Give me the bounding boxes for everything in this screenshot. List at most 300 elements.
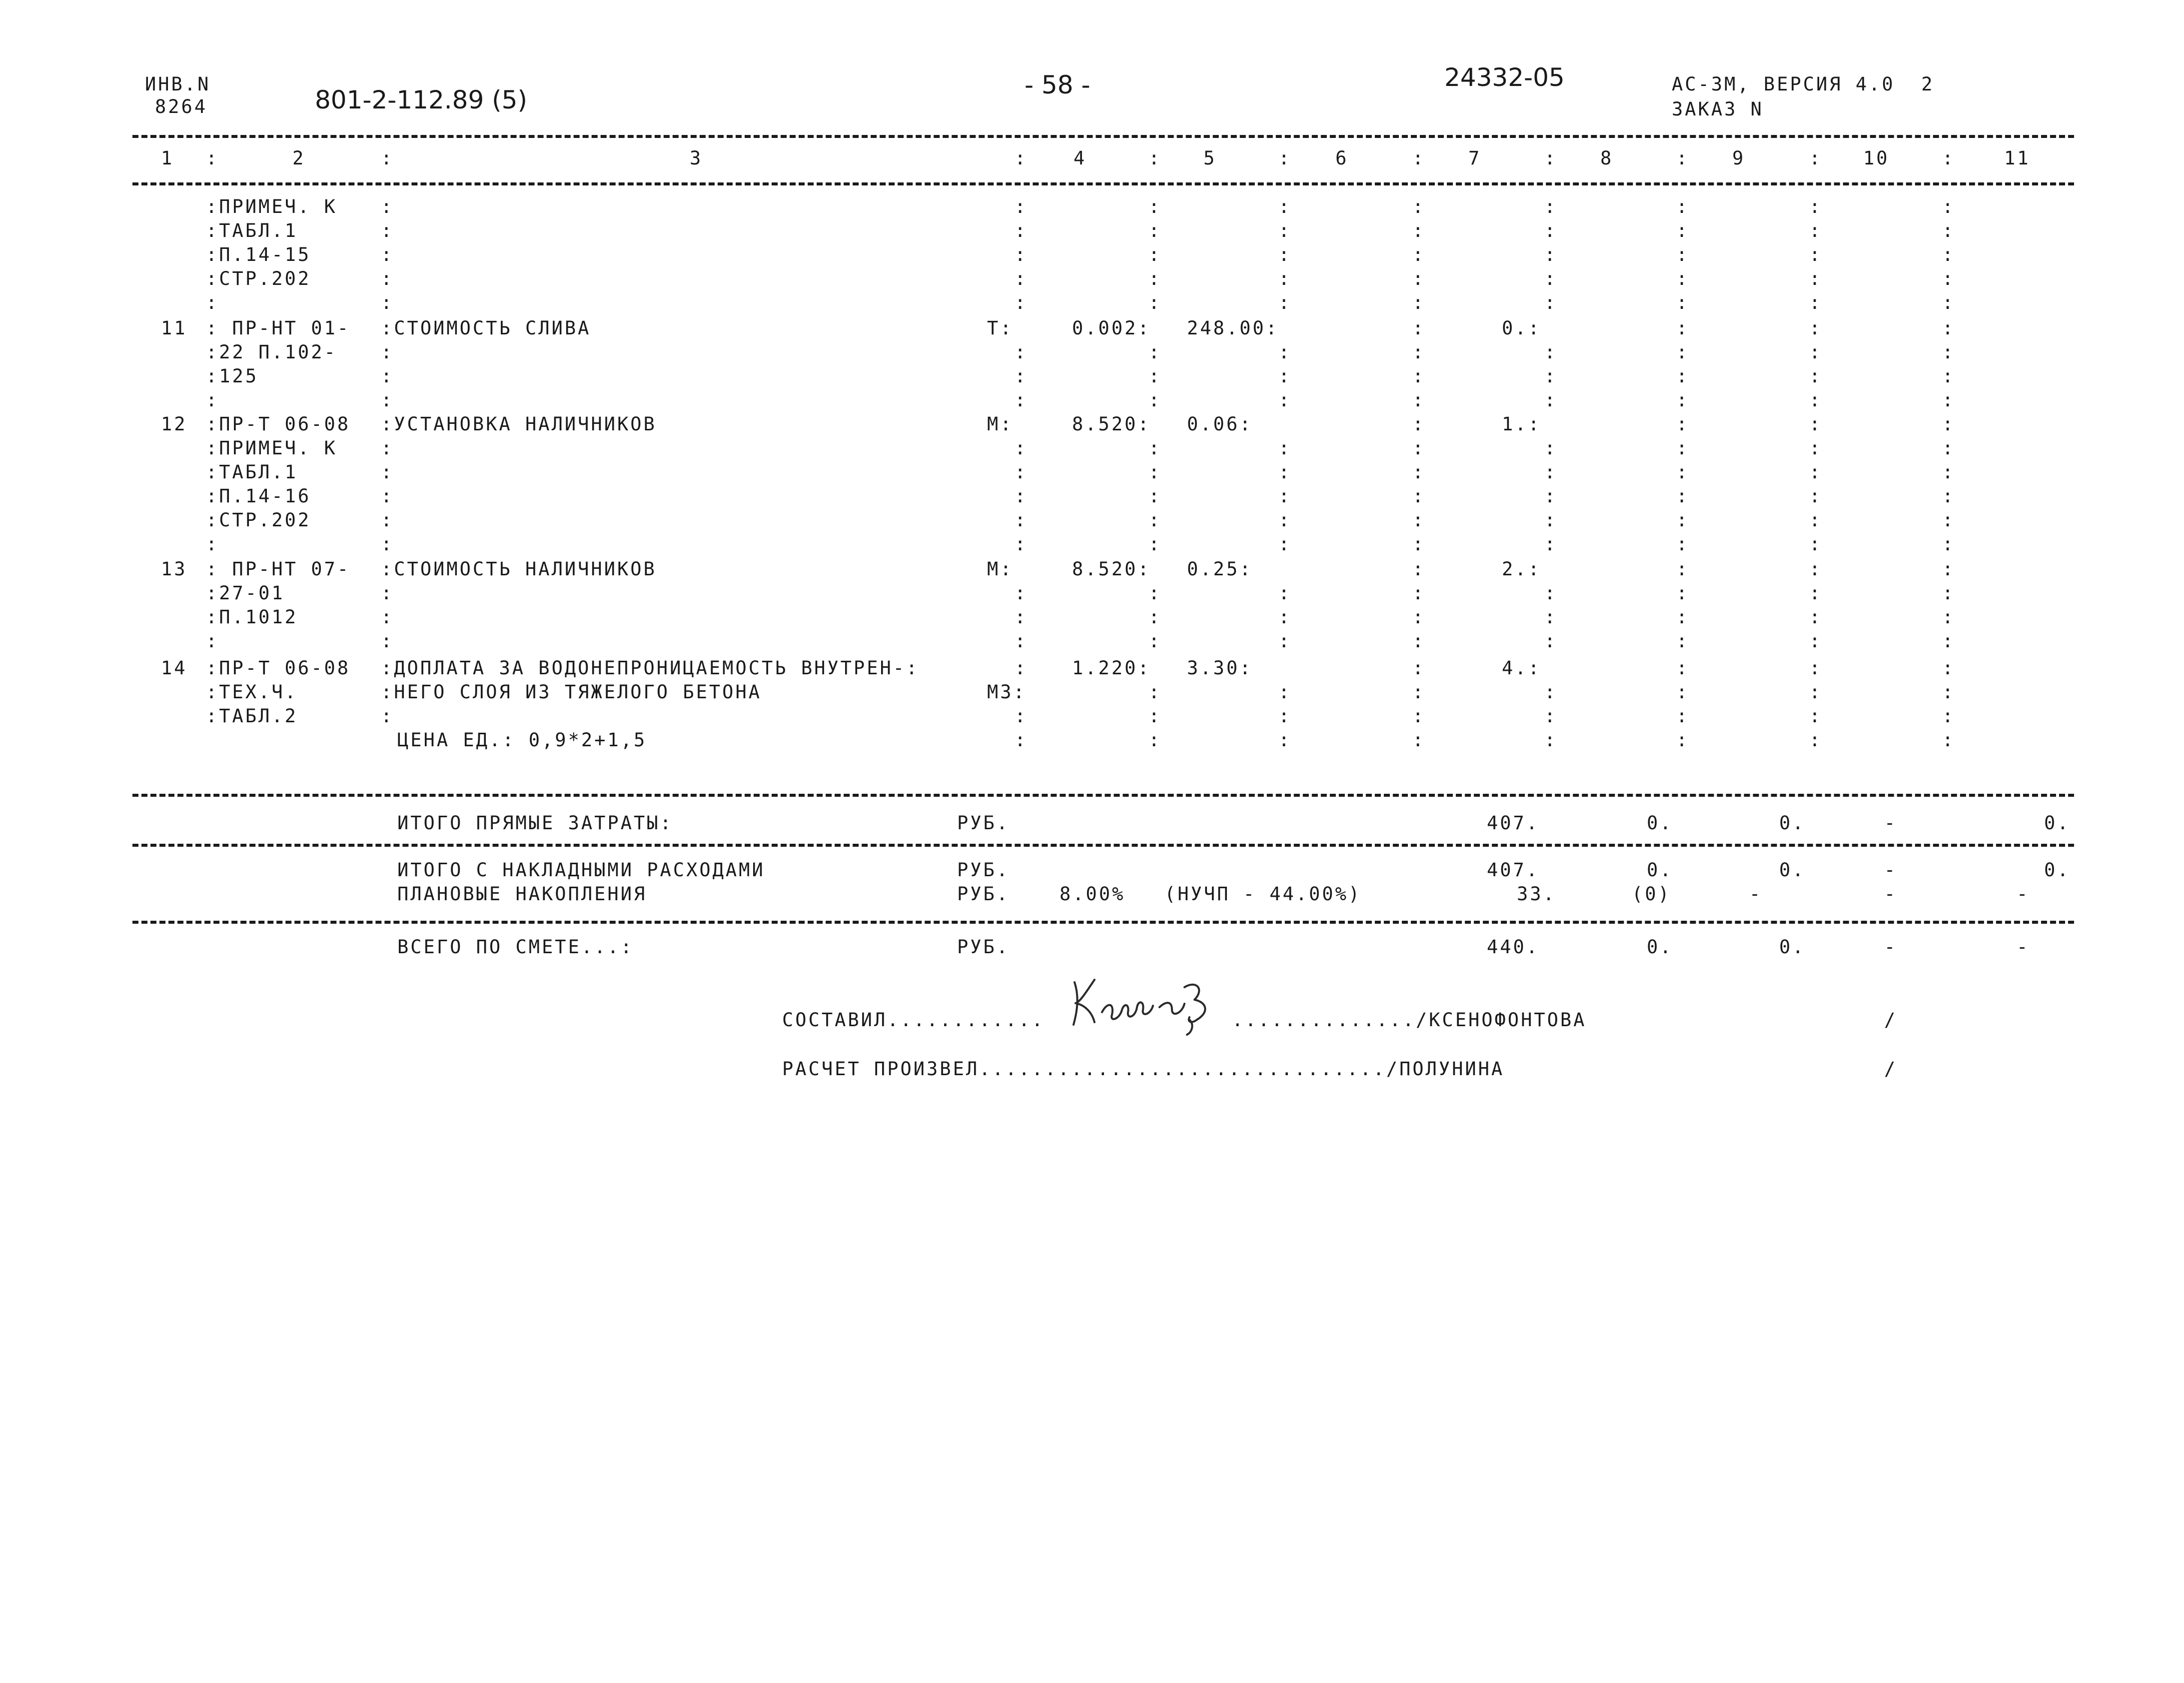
col-sep: : [381, 147, 394, 169]
col-sep: : [1809, 558, 1823, 580]
row-basis-line: :П.1012 [206, 606, 298, 628]
col-sep: : [1015, 729, 1028, 751]
col-sep: : [1676, 196, 1690, 217]
col-sep: : [1942, 244, 1956, 265]
total-c11: 0. [2044, 812, 2071, 834]
col-sep: : [1809, 657, 1823, 679]
col-sep: : [1676, 533, 1690, 555]
col-sep: : [381, 606, 394, 628]
col-sep: : [1412, 244, 1426, 265]
row-basis-line: :125 [206, 365, 259, 387]
row-basis-line: :ТАБЛ.1 [206, 461, 298, 483]
col-header: 2 [292, 147, 306, 169]
total-c7: 33. [1517, 883, 1556, 905]
col-sep: : [1278, 461, 1292, 483]
col-sep: : [1544, 244, 1558, 265]
col-sep: : [1412, 365, 1426, 387]
inv-label: ИНВ.N [145, 73, 211, 95]
compiled-label: СОСТАВИЛ............ [782, 1009, 1045, 1031]
row-basis-line: : [206, 389, 219, 411]
col-sep: : [381, 485, 394, 507]
row-basis-line: :ПР-Т 06-08 [206, 413, 351, 435]
col-sep: : [1676, 292, 1690, 313]
total-c9: 0. [1779, 936, 1806, 958]
total-c9: - [1749, 883, 1763, 905]
col-sep: : [1676, 244, 1690, 265]
compiled-name: ............../КСЕНОФОНТОВА [1232, 1009, 1587, 1031]
total-c10: - [1884, 883, 1898, 905]
col-sep: : [1676, 606, 1690, 628]
col-sep: : [1278, 365, 1292, 387]
col-sep: : [1148, 365, 1162, 387]
col-sep: : [1148, 509, 1162, 531]
col-sep: : [1809, 413, 1823, 435]
col-sep: : [1809, 437, 1823, 459]
col-sep: : [1809, 220, 1823, 241]
col-sep: : [1015, 220, 1028, 241]
col-sep: : [1942, 147, 1956, 169]
col-sep: : [1412, 533, 1426, 555]
total-unit: РУБ. [957, 859, 1010, 881]
total-unit: РУБ. [957, 812, 1010, 834]
col-sep: : [1942, 657, 1956, 679]
col-sep: : [1015, 437, 1028, 459]
col-sep: : [1809, 533, 1823, 555]
col-sep: : [1148, 729, 1162, 751]
divider-top [132, 135, 2074, 138]
col-sep: : [1676, 365, 1690, 387]
row-basis-line: :ТАБЛ.2 [206, 705, 298, 727]
row-basis-line: :ПРИМЕЧ. К [206, 437, 337, 459]
row-c7: 1.: [1502, 413, 1541, 435]
col-sep: : [1676, 681, 1690, 703]
col-sep: : [1148, 533, 1162, 555]
total-c10: - [1884, 859, 1898, 881]
col-sep: : [1412, 657, 1426, 679]
col-sep: : [1412, 196, 1426, 217]
col-sep: : [1942, 389, 1956, 411]
col-sep: : [381, 292, 394, 313]
col-sep: : [1278, 268, 1292, 289]
col-sep: : [1676, 630, 1690, 652]
col-sep: : [1278, 147, 1292, 169]
col-sep: : [1544, 292, 1558, 313]
col-sep: : [1942, 413, 1956, 435]
col-sep: : [381, 365, 394, 387]
col-sep: : [1809, 729, 1823, 751]
row-number: 12 [161, 413, 187, 435]
total-c8: 0. [1647, 812, 1673, 834]
col-sep: : [1809, 681, 1823, 703]
divider-header [132, 182, 2074, 185]
total-label: ВСЕГО ПО СМЕТЕ...: [397, 936, 634, 958]
col-sep: : [1412, 558, 1426, 580]
col-sep: : [1676, 389, 1690, 411]
row-number: 11 [161, 317, 187, 339]
inv-number: 8264 [155, 96, 208, 117]
col-sep: : [1148, 461, 1162, 483]
doc-code: 801-2-112.89 (5) [315, 85, 527, 114]
total-c7: 407. [1487, 859, 1540, 881]
row-basis-line: : ПР-НТ 07- [206, 558, 351, 580]
total-label: ИТОГО С НАКЛАДНЫМИ РАСХОДАМИ [397, 859, 765, 881]
row-qty: 1.220: [1072, 657, 1151, 679]
col-sep: : [1676, 485, 1690, 507]
col-sep: : [1278, 292, 1292, 313]
col-sep: : [381, 389, 394, 411]
col-sep: : [1942, 341, 1956, 363]
col-sep: : [1148, 220, 1162, 241]
col-sep: : [1015, 485, 1028, 507]
col-sep: : [381, 341, 394, 363]
total-label: ПЛАНОВЫЕ НАКОПЛЕНИЯ [397, 883, 647, 905]
col-sep: : [1676, 705, 1690, 727]
col-sep: : [1015, 582, 1028, 604]
col-sep: : [1942, 681, 1956, 703]
col-sep: : [1809, 630, 1823, 652]
col-sep: : [381, 582, 394, 604]
col-sep: : [1544, 729, 1558, 751]
col-sep: : [1544, 389, 1558, 411]
divider-totals-2 [132, 844, 2074, 847]
col-header: 10 [1863, 147, 1890, 169]
col-sep: : [1809, 485, 1823, 507]
col-header: 3 [690, 147, 703, 169]
col-sep: : [1942, 558, 1956, 580]
profit-note: (НУЧП - 44.00%) [1164, 883, 1362, 905]
col-sep: : [1412, 220, 1426, 241]
col-sep: : [1278, 681, 1292, 703]
col-header: 9 [1732, 147, 1746, 169]
col-sep: : [1809, 582, 1823, 604]
col-sep: : [1942, 533, 1956, 555]
col-sep: : [1942, 582, 1956, 604]
col-sep: : [1809, 509, 1823, 531]
col-header: 4 [1074, 147, 1087, 169]
total-c8: 0. [1647, 859, 1673, 881]
row-c7: 2.: [1502, 558, 1541, 580]
col-sep: : [1412, 509, 1426, 531]
row-unit: М3: [987, 681, 1027, 703]
col-sep: : [1676, 413, 1690, 435]
col-sep: : [1544, 705, 1558, 727]
row-unit: М: [987, 413, 1014, 435]
row-name-line: :ДОПЛАТА ЗА ВОДОНЕПРОНИЦАЕМОСТЬ ВНУТРЕН-: [381, 657, 920, 679]
col-sep: : [1015, 196, 1028, 217]
col-sep: : [1148, 705, 1162, 727]
col-sep: : [1015, 268, 1028, 289]
col-sep: : [1412, 681, 1426, 703]
col-sep: : [1412, 268, 1426, 289]
col-sep: : [1544, 437, 1558, 459]
row-basis-line: :27-01 [206, 582, 285, 604]
row-unit: М: [987, 558, 1014, 580]
col-sep: : [1676, 147, 1690, 169]
col-sep: : [1148, 606, 1162, 628]
col-sep: : [381, 220, 394, 241]
handwritten-signature [1065, 972, 1234, 1037]
row-basis-line: : [206, 533, 219, 555]
col-sep: : [1278, 220, 1292, 241]
col-sep: : [381, 244, 394, 265]
col-sep: : [1015, 657, 1028, 679]
profit-rate: 8.00% [1060, 883, 1125, 905]
col-sep: : [1809, 341, 1823, 363]
col-sep: : [1278, 509, 1292, 531]
col-sep: : [381, 196, 394, 217]
col-sep: : [1942, 461, 1956, 483]
col-sep: : [1676, 582, 1690, 604]
compiled-end: / [1884, 1009, 1898, 1031]
col-sep: : [1942, 220, 1956, 241]
col-sep: : [1278, 196, 1292, 217]
col-sep: : [1676, 220, 1690, 241]
col-sep: : [1278, 705, 1292, 727]
col-sep: : [1676, 317, 1690, 339]
col-sep: : [1015, 365, 1028, 387]
col-sep: : [1412, 317, 1426, 339]
col-sep: : [1544, 485, 1558, 507]
col-sep: : [381, 509, 394, 531]
total-c8: 0. [1647, 936, 1673, 958]
col-sep: : [1015, 292, 1028, 313]
row-name-line: :СТОИМОСТЬ НАЛИЧНИКОВ [381, 558, 657, 580]
row-basis-line: :П.14-16 [206, 485, 311, 507]
divider-totals-1 [132, 794, 2074, 797]
col-sep: : [1544, 196, 1558, 217]
col-sep: : [1015, 509, 1028, 531]
row-price: 0.06: [1187, 413, 1253, 435]
col-sep: : [1148, 389, 1162, 411]
col-sep: : [1942, 729, 1956, 751]
col-sep: : [1809, 461, 1823, 483]
col-sep: : [1278, 341, 1292, 363]
col-sep: : [1412, 292, 1426, 313]
total-unit: РУБ. [957, 936, 1010, 958]
col-sep: : [1412, 606, 1426, 628]
row-name-line: :УСТАНОВКА НАЛИЧНИКОВ [381, 413, 657, 435]
total-c8: (0) [1632, 883, 1671, 905]
col-sep: : [1412, 630, 1426, 652]
col-sep: : [381, 630, 394, 652]
row-price: 248.00: [1187, 317, 1279, 339]
row-price: 0.25: [1187, 558, 1253, 580]
col-sep: : [381, 533, 394, 555]
row-number: 13 [161, 558, 187, 580]
total-c7: 407. [1487, 812, 1540, 834]
col-header: 5 [1203, 147, 1217, 169]
col-header: 11 [2004, 147, 2031, 169]
col-sep: : [1809, 196, 1823, 217]
col-sep: : [1942, 268, 1956, 289]
calc-label: РАСЧЕТ ПРОИЗВЕЛ.............................../ПОЛУНИНА [782, 1058, 1505, 1080]
row-name-line: : [381, 705, 394, 727]
col-sep: : [1942, 630, 1956, 652]
col-sep: : [1278, 630, 1292, 652]
col-sep: : [1942, 485, 1956, 507]
col-sep: : [1278, 533, 1292, 555]
col-sep: : [1942, 705, 1956, 727]
col-sep: : [1412, 582, 1426, 604]
calc-end: / [1884, 1058, 1898, 1080]
total-c7: 440. [1487, 936, 1540, 958]
col-sep: : [1148, 437, 1162, 459]
row-c7: 4.: [1502, 657, 1541, 679]
col-sep: : [1809, 317, 1823, 339]
col-sep: : [1809, 244, 1823, 265]
row-c7: 0.: [1502, 317, 1541, 339]
col-sep: : [1412, 437, 1426, 459]
col-header: 8 [1600, 147, 1614, 169]
total-c10: - [1884, 936, 1898, 958]
col-sep: : [1015, 705, 1028, 727]
row-name-line: :СТОИМОСТЬ СЛИВА [381, 317, 591, 339]
col-sep: : [1676, 341, 1690, 363]
row-price: 3.30: [1187, 657, 1253, 679]
col-sep: : [381, 437, 394, 459]
row-basis-line: :СТР.202 [206, 509, 311, 531]
col-sep: : [1412, 461, 1426, 483]
col-sep: : [1544, 268, 1558, 289]
col-sep: : [1148, 292, 1162, 313]
col-sep: : [1278, 437, 1292, 459]
order-label: ЗАКАЗ N [1672, 98, 1764, 120]
col-sep: : [1412, 485, 1426, 507]
col-sep: : [1809, 268, 1823, 289]
col-sep: : [1015, 341, 1028, 363]
col-sep: : [1544, 509, 1558, 531]
col-sep: : [1809, 147, 1823, 169]
row-basis-line: :ТАБЛ.1 [206, 220, 298, 241]
row-name-line: :НЕГО СЛОЯ ИЗ ТЯЖЕЛОГО БЕТОНА [381, 681, 762, 703]
col-sep: : [1278, 485, 1292, 507]
col-sep: : [1942, 365, 1956, 387]
doc-code-2: 24332-05 [1444, 63, 1565, 92]
col-sep: : [1148, 485, 1162, 507]
col-sep: : [1809, 389, 1823, 411]
total-c9: 0. [1779, 859, 1806, 881]
program-version: АС-3М, ВЕРСИЯ 4.0 2 [1672, 73, 1935, 95]
col-sep: : [1015, 533, 1028, 555]
col-sep: : [1676, 461, 1690, 483]
col-sep: : [1148, 681, 1162, 703]
col-header: 7 [1468, 147, 1482, 169]
col-sep: : [1676, 509, 1690, 531]
row-basis-line: :ТЕХ.Ч. [206, 681, 298, 703]
col-sep: : [1809, 606, 1823, 628]
col-sep: : [1942, 606, 1956, 628]
row-basis-line: :22 П.102- [206, 341, 337, 363]
col-sep: : [1278, 389, 1292, 411]
row-basis-line: : [206, 292, 219, 313]
col-sep: : [1148, 147, 1162, 169]
divider-totals-3 [132, 921, 2074, 924]
col-sep: : [1544, 147, 1558, 169]
col-sep: : [1544, 606, 1558, 628]
row-basis-line: :ПРИМЕЧ. К [206, 196, 337, 217]
col-sep: : [1278, 729, 1292, 751]
row-basis-line: : ПР-НТ 01- [206, 317, 351, 339]
col-sep: : [1544, 365, 1558, 387]
col-sep: : [206, 147, 219, 169]
col-sep: : [1544, 630, 1558, 652]
col-sep: : [1544, 220, 1558, 241]
col-sep: : [1015, 461, 1028, 483]
row-qty: 0.002: [1072, 317, 1151, 339]
col-sep: : [1676, 729, 1690, 751]
col-sep: : [1015, 389, 1028, 411]
col-sep: : [1412, 705, 1426, 727]
total-unit: РУБ. [957, 883, 1010, 905]
col-sep: : [1148, 630, 1162, 652]
col-sep: : [1809, 365, 1823, 387]
row-qty: 8.520: [1072, 413, 1151, 435]
col-sep: : [1942, 437, 1956, 459]
col-sep: : [1544, 341, 1558, 363]
col-sep: : [1278, 606, 1292, 628]
col-sep: : [1148, 582, 1162, 604]
row-qty: 8.520: [1072, 558, 1151, 580]
total-label: ИТОГО ПРЯМЫЕ ЗАТРАТЫ: [397, 812, 673, 834]
col-sep: : [1676, 437, 1690, 459]
row-name-line: ЦЕНА ЕД.: 0,9*2+1,5 [397, 729, 647, 751]
col-sep: : [1412, 341, 1426, 363]
col-sep: : [1148, 268, 1162, 289]
row-unit: Т: [987, 317, 1014, 339]
col-sep: : [1278, 244, 1292, 265]
total-c11: - [2017, 883, 2030, 905]
total-c10: - [1884, 812, 1898, 834]
col-sep: : [1412, 413, 1426, 435]
col-sep: : [1809, 705, 1823, 727]
col-sep: : [1809, 292, 1823, 313]
col-sep: : [1148, 196, 1162, 217]
row-basis-line: :СТР.202 [206, 268, 311, 289]
col-sep: : [1015, 606, 1028, 628]
col-header: 6 [1335, 147, 1349, 169]
total-c11: - [2017, 936, 2030, 958]
col-sep: : [1676, 558, 1690, 580]
col-sep: : [1148, 244, 1162, 265]
col-sep: : [381, 461, 394, 483]
col-sep: : [1676, 657, 1690, 679]
col-header: 1 [161, 147, 174, 169]
col-sep: : [1544, 533, 1558, 555]
col-sep: : [1942, 196, 1956, 217]
col-sep: : [1412, 389, 1426, 411]
col-sep: : [1278, 582, 1292, 604]
total-c11: 0. [2044, 859, 2071, 881]
total-c9: 0. [1779, 812, 1806, 834]
col-sep: : [381, 268, 394, 289]
col-sep: : [1942, 292, 1956, 313]
col-sep: : [1015, 244, 1028, 265]
col-sep: : [1676, 268, 1690, 289]
row-basis-line: :П.14-15 [206, 244, 311, 265]
col-sep: : [1942, 317, 1956, 339]
row-basis-line: : [206, 630, 219, 652]
col-sep: : [1412, 147, 1426, 169]
col-sep: : [1148, 341, 1162, 363]
col-sep: : [1015, 630, 1028, 652]
col-sep: : [1015, 147, 1028, 169]
page-number: - 58 - [1025, 70, 1091, 99]
col-sep: : [1544, 461, 1558, 483]
col-sep: : [1544, 681, 1558, 703]
row-basis-line: :ПР-Т 06-08 [206, 657, 351, 679]
row-number: 14 [161, 657, 187, 679]
col-sep: : [1412, 729, 1426, 751]
